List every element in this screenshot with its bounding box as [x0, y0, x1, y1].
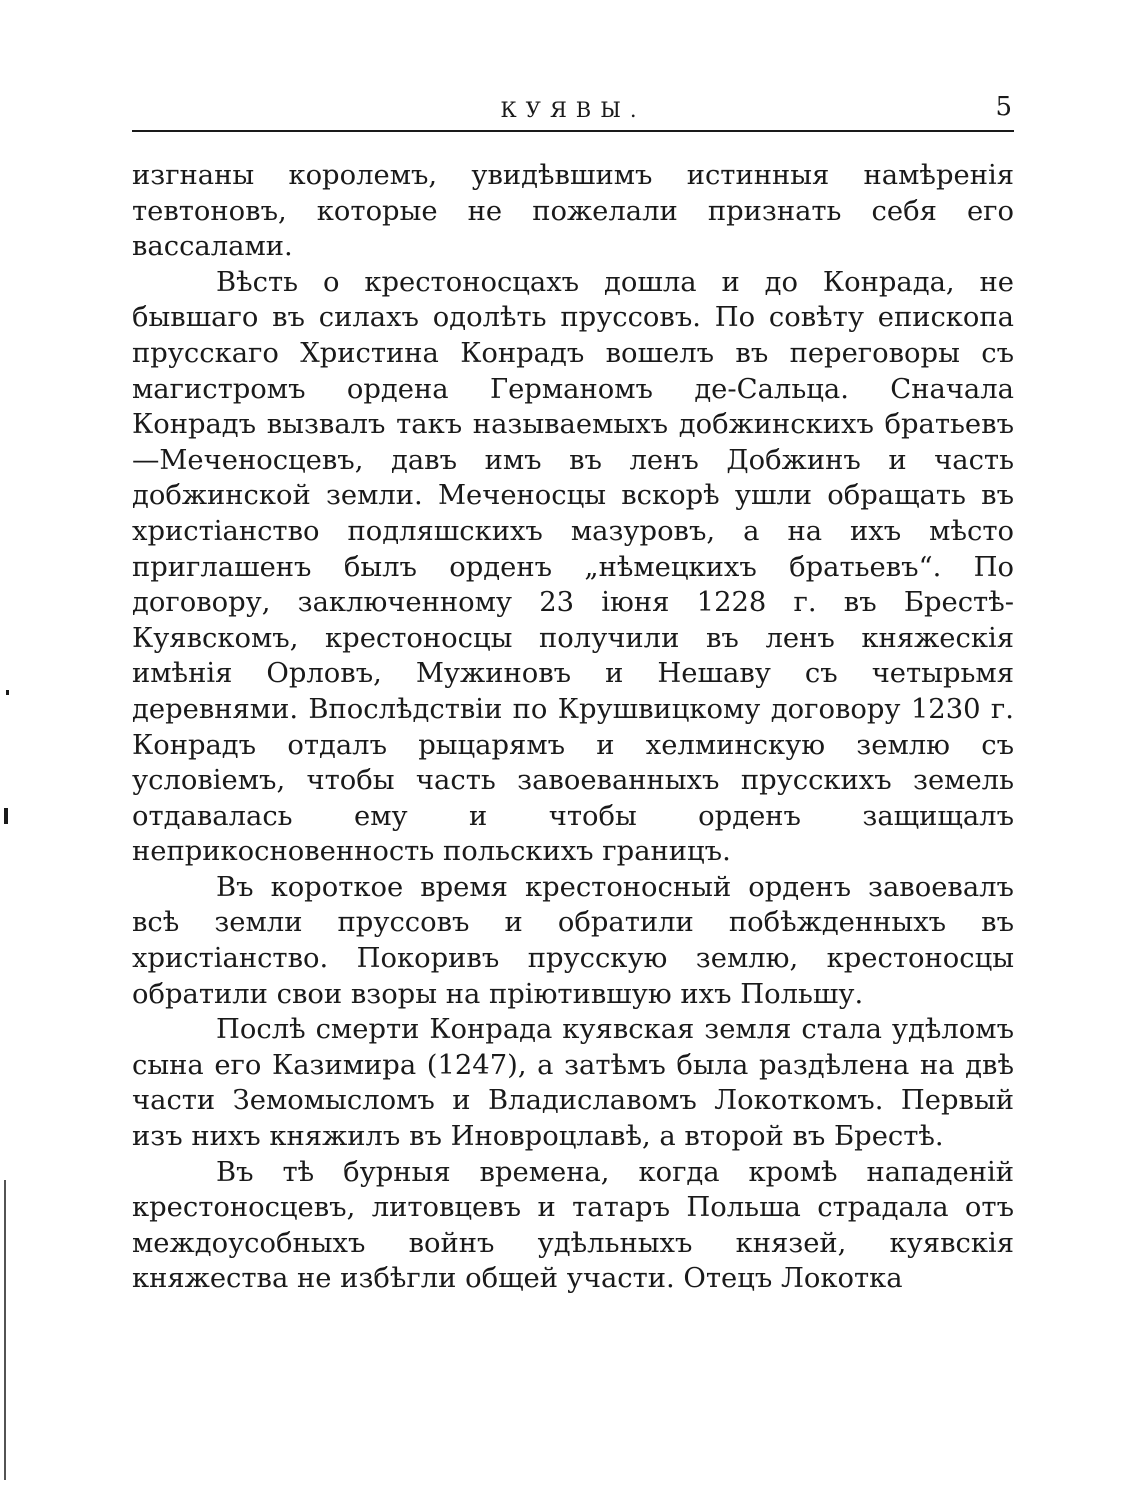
scan-speck: [6, 690, 9, 695]
page-number: 5: [995, 92, 1012, 122]
paragraph: Въ тѣ бурныя времена, когда кромѣ нападеній крестоносцевъ, литовцевъ и татаръ Польша страдала отъ междоусобныхъ войнъ удѣльныхъ князей, куявскія княжества не избѣгли общей участи. Отецъ Локотка: [132, 1156, 1014, 1295]
paragraph: Въ короткое время крестоносный орденъ завоевалъ всѣ земли пруссовъ и обратили побѣжденныхъ въ христіанство. Покоривъ прусскую землю, крестоносцы обратили свои взоры на пріютившую ихъ Польшу.: [132, 871, 1014, 1010]
running-title: КУЯВЫ.: [500, 98, 646, 122]
scan-edge-line: [4, 1180, 6, 1480]
paragraph: изгнаны королемъ, увидѣвшимъ истинныя намѣренія тевтоновъ, которые не пожелали признать себя его вассалами.: [132, 160, 1014, 263]
scan-speck: [4, 808, 8, 824]
book-page: [132, 90, 1014, 1297]
paragraph: Послѣ смерти Конрада куявская земля стала удѣломъ сына его Казимира (1247), а затѣмъ была раздѣлена на двѣ части Земомысломъ и Владиславомъ Локоткомъ. Первый изъ нихъ княжилъ въ Иновроцлавѣ, а второй въ Брестѣ.: [132, 1014, 1014, 1153]
running-header: [132, 90, 1014, 132]
body-text: [132, 158, 1014, 1297]
paragraph: Вѣсть о крестоносцахъ дошла и до Конрада, не бывшаго въ силахъ одолѣть пруссовъ. По совѣту епископа прусскаго Христина Конрадъ вошелъ въ переговоры съ магистромъ ордена Германомъ де-Сальца. Сначала Конрадъ вызвалъ такъ называемыхъ добжинскихъ братьевъ—Меченосцевъ, давъ имъ въ ленъ Добжинъ и часть добжинской земли. Меченосцы вскорѣ ушли обращать въ христіанство подляшскихъ мазуровъ, а на ихъ мѣсто приглашенъ былъ орденъ „нѣмецкихъ братьевъ“. По договору, заключенному 23 іюня 1228 г. въ Брестѣ-Куявскомъ, крестоносцы получили въ ленъ княжескія имѣнія Орловъ, Мужиновъ и Нешаву съ четырьмя деревнями. Впослѣдствіи по Крушвицкому договору 1230 г. Конрадъ отдалъ рыцарямъ и хелминскую землю съ условіемъ, чтобы часть завоеванныхъ прусскихъ земель отдавалась ему и чтобы орденъ защищалъ неприкосновенность польскихъ границъ.: [132, 266, 1014, 868]
